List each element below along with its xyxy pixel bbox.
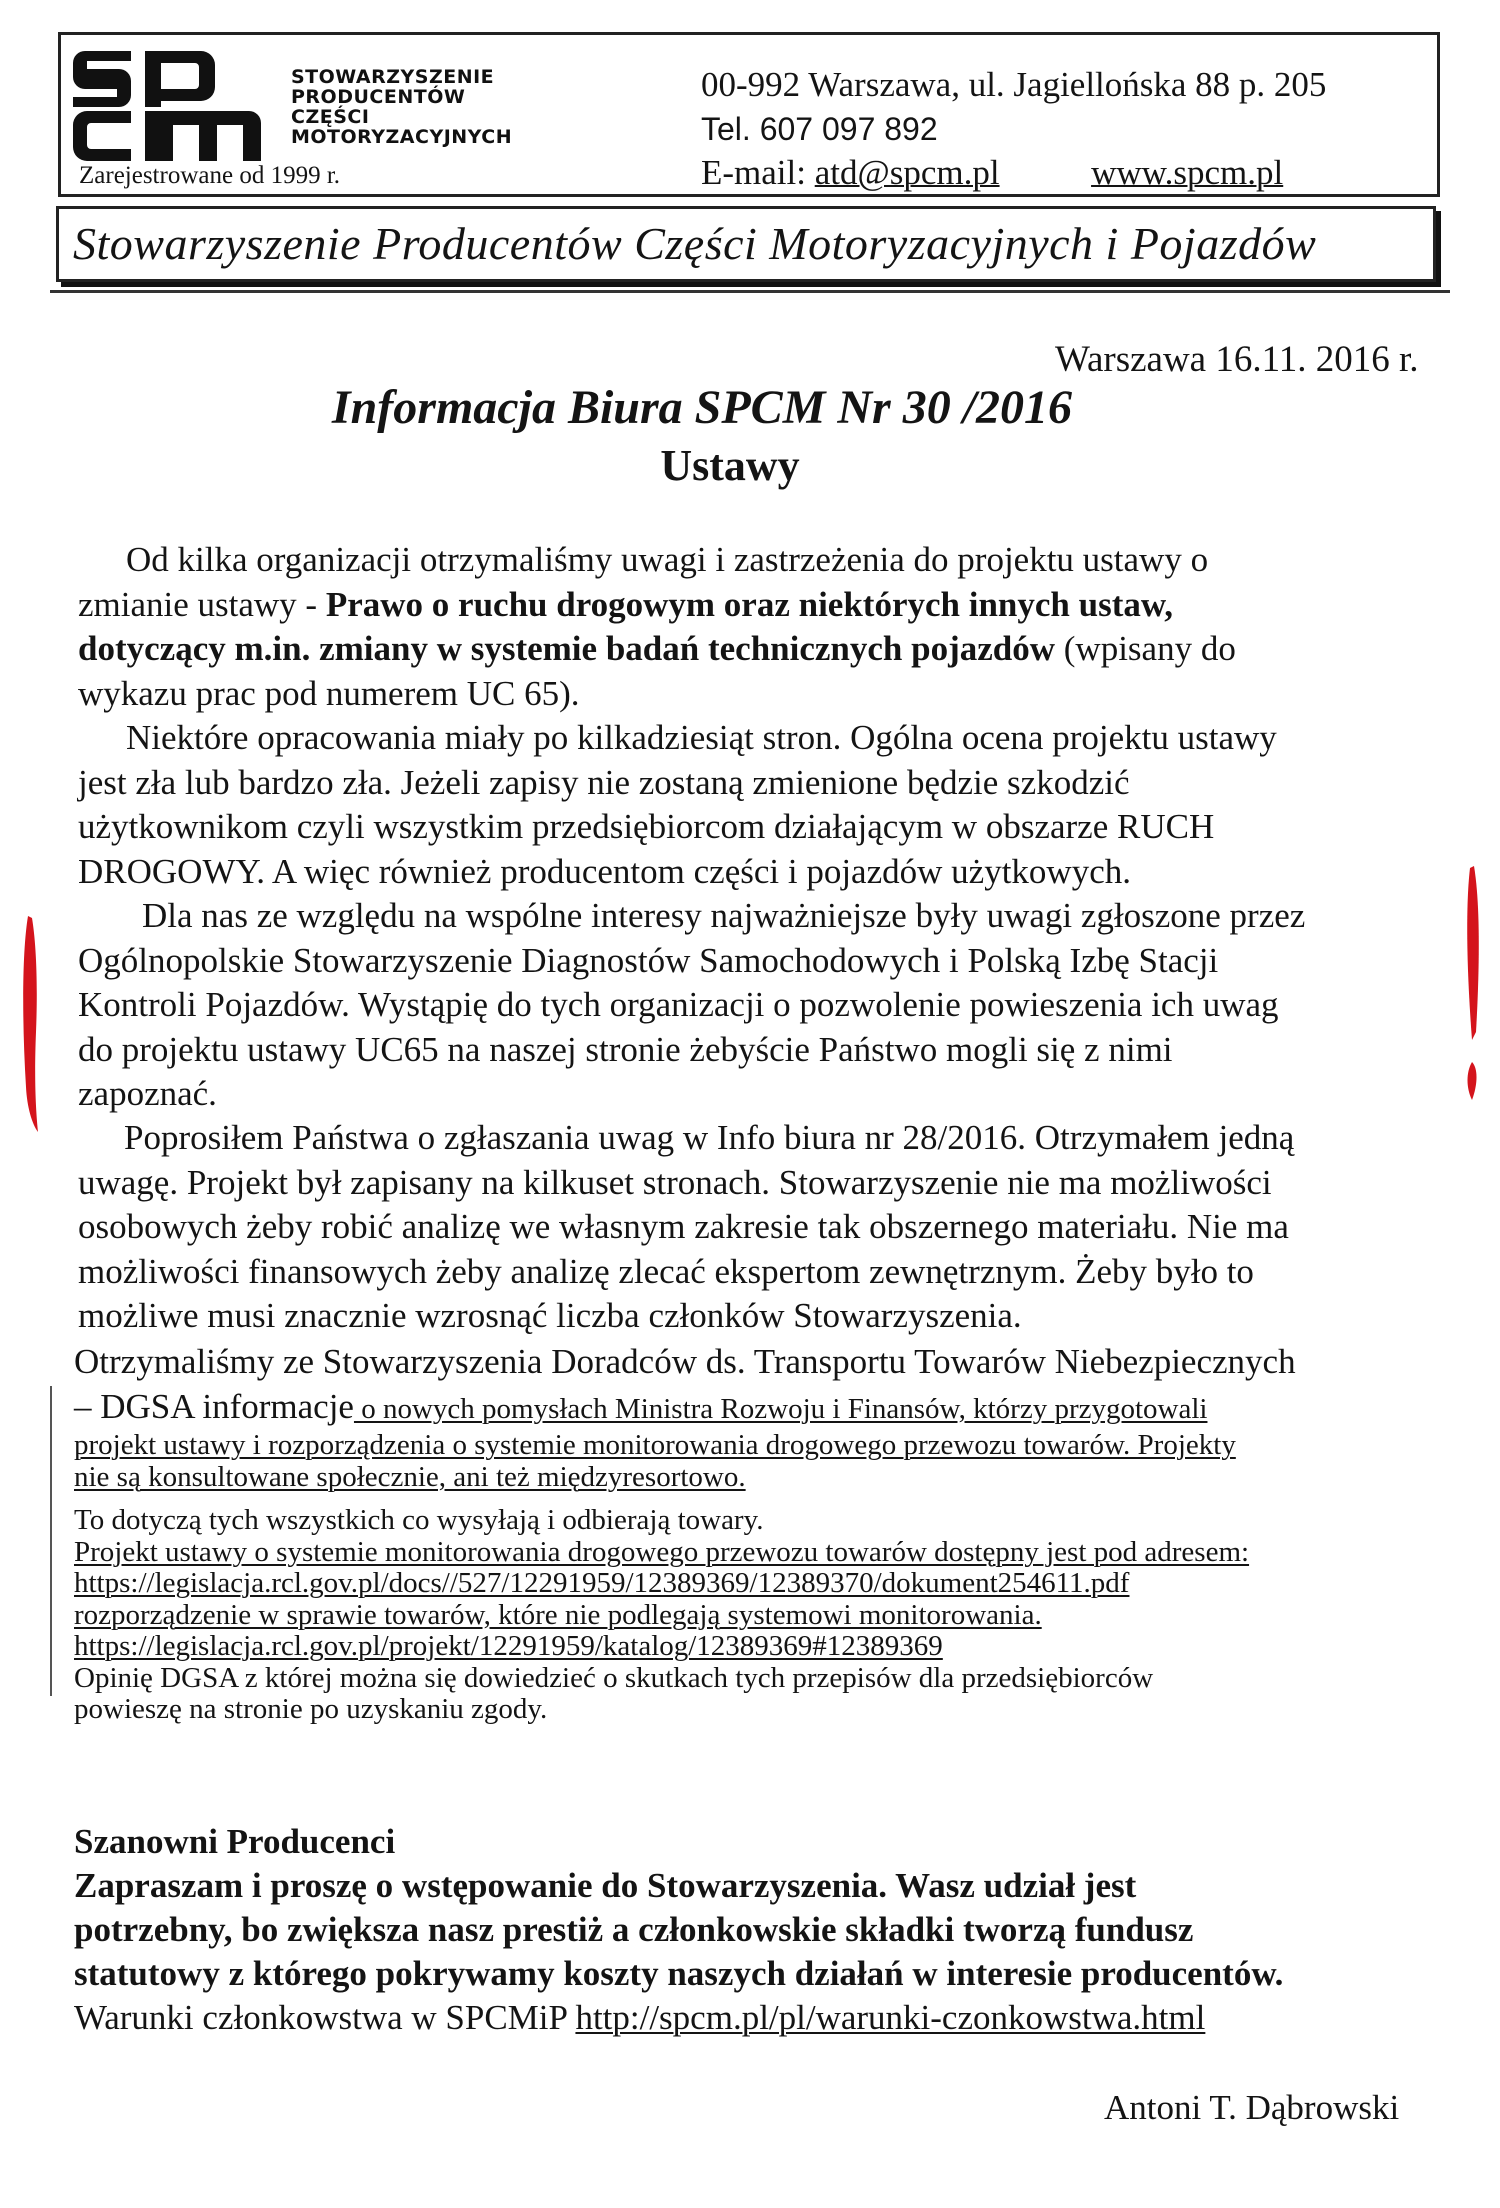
org-banner: [56, 206, 1436, 282]
text-line: Opinię DGSA z której można się dowiedzieć o skutkach tych przepisów dla przedsiębiorców: [74, 1661, 1154, 1694]
text-line: do projektu ustawy UC65 na naszej stronie żebyście Państwo mogli się z nimi: [78, 1029, 1173, 1069]
bold-phrase: Prawo o ruchu drogowym oraz niektórych innych ustaw,: [325, 584, 1173, 624]
paragraph-5: [74, 1340, 1454, 1431]
address: 00-992 Warszawa, ul. Jagiellońska 88 p. 205: [701, 65, 1327, 104]
text-line: statutowy z którego pokrywamy koszty naszych działań w interesie producentów.: [74, 1954, 1284, 1993]
text-line: potrzebny, bo zwiększa nasz prestiż a członkowskie składki tworzą fundusz: [74, 1910, 1194, 1949]
greeting: Szanowni Producenci: [74, 1822, 396, 1861]
logo-org-name: [291, 67, 512, 147]
text-line: wykazu prac pod numerem UC 65).: [78, 673, 580, 713]
paragraph-3: [78, 894, 1458, 1117]
text-line: osobowych żeby robić analizę we własnym zakresie tak obszernego materiału. Nie ma: [78, 1207, 1289, 1246]
text-line: – DGSA informacje o nowych pomysłach Ministra Rozwoju i Finansów, którzy przygotowali: [74, 1386, 1208, 1426]
text-line: DROGOWY. A więc również producentom części i pojazdów użytkowych.: [78, 851, 1131, 891]
document-date: Warszawa 16.11. 2016 r.: [1055, 339, 1419, 380]
text-line: Zapraszam i proszę o wstępowanie do Stowarzyszenia. Wasz udział jest: [74, 1866, 1137, 1905]
text-line: Otrzymaliśmy ze Stowarzyszenia Doradców ds. Transportu Towarów Niebezpiecznych: [74, 1342, 1296, 1381]
text-line: Poprosiłem Państwa o zgłaszania uwag w Info biura nr 28/2016. Otrzymałem jedną: [124, 1118, 1295, 1157]
text-line: zmianie ustawy - Prawo o ruchu drogowym oraz niektórych innych ustaw,: [78, 584, 1173, 624]
text-line: możliwości finansowych żeby analizę zlecać ekspertom zewnętrznym. Żeby było to: [78, 1251, 1254, 1291]
paragraph-5-cont: [74, 1430, 1454, 1493]
text-line: Od kilka organizacji otrzymaliśmy uwagi i zastrzeżenia do projektu ustawy o: [126, 540, 1209, 579]
red-margin-mark: [1450, 862, 1490, 1107]
text-line: nie są konsultowane społecznie, ani też międzyresortowo.: [74, 1460, 746, 1493]
text-line: Dla nas ze względu na wspólne interesy najważniejsze były uwagi zgłoszone przez: [142, 896, 1306, 935]
text-line: Warunki członkowstwa w SPCMiP http://spcm.pl/pl/warunki-czonkowstwa.html: [74, 1998, 1206, 2037]
regulation-link[interactable]: https://legislacja.rcl.gov.pl/projekt/12291959/katalog/12389369#12389369: [74, 1630, 943, 1662]
paragraph-1: [78, 538, 1458, 716]
logo-line: STOWARZYSZENIE: [291, 66, 495, 88]
membership-link[interactable]: http://spcm.pl/pl/warunki-czonkowstwa.html: [575, 1998, 1206, 2037]
text-line: [74, 1568, 1454, 1600]
text-line: zapoznać.: [78, 1074, 217, 1113]
paragraph-2: [78, 716, 1458, 894]
logo-line: CZĘŚCI: [291, 106, 370, 128]
logo: [71, 47, 631, 167]
letterhead: [58, 32, 1440, 197]
text-line: jest zła lub bardzo zła. Jeżeli zapisy nie zostaną zmienione będzie szkodzić: [78, 762, 1130, 802]
text-line: powieszę na stronie po uzyskaniu zgody.: [74, 1693, 548, 1725]
contact-block: [701, 63, 1326, 195]
text-line: projekt ustawy i rozporządzenia o systemie monitorowania drogowego przewozu towarów. Projekty: [74, 1429, 1236, 1461]
text-line: rozporządzenie w sprawie towarów, które nie podlegają systemowi monitorowania.: [74, 1598, 1042, 1631]
logo-line: PRODUCENTÓW: [291, 86, 466, 108]
text-line: możliwe musi znacznie wzrosnąć liczba członków Stowarzyszenia.: [78, 1296, 1022, 1335]
paragraph-4: [78, 1116, 1458, 1339]
text-line: użytkownikom czyli wszystkim przedsiębiorcom działającym w obszarze RUCH: [78, 807, 1215, 846]
registered-since: Zarejestrowane od 1999 r.: [79, 162, 341, 189]
text-line: Niektóre opracowania miały po kilkadziesiąt stron. Ogólna ocena projektu ustawy: [126, 718, 1277, 757]
document-title: [0, 380, 1500, 435]
text-line: Ogólnopolskie Stowarzyszenie Diagnostów Samochodowych i Polską Izbę Stacji: [78, 940, 1219, 980]
subtitle-text: Ustawy: [660, 441, 800, 490]
text-line: uwagę. Projekt był zapisany na kilkuset stronach. Stowarzyszenie nie ma możliwości: [78, 1162, 1272, 1202]
email-label: E-mail:: [701, 153, 806, 192]
margin-bar: [50, 1386, 52, 1696]
header-divider: [50, 290, 1450, 293]
law-draft-link[interactable]: https://legislacja.rcl.gov.pl/docs//527/12291959/12389369/12389370/dokument254611.pdf: [74, 1567, 1130, 1599]
title-text: Informacja Biura SPCM Nr 30 /2016: [331, 381, 1073, 434]
phone: Tel. 607 097 892: [701, 111, 938, 147]
email-link[interactable]: atd@spcm.pl: [814, 153, 1000, 192]
text-line: To dotyczą tych wszystkich co wysyłają i odbierają towary.: [74, 1504, 764, 1536]
banner-text: Stowarzyszenie Producentów Części Motoryzacyjnych i Pojazdów: [73, 218, 1317, 269]
bold-phrase: dotyczący m.in. zmiany w systemie badań technicznych pojazdów: [78, 629, 1056, 668]
text-line: Projekt ustawy o systemie monitorowania drogowego przewozu towarów dostępny jest pod adresem:: [74, 1535, 1250, 1568]
logo-line: MOTORYZACYJNYCH: [291, 126, 513, 148]
text-line: Kontroli Pojazdów. Wystąpię do tych organizacji o pozwolenie powieszenia ich uwag: [78, 985, 1279, 1024]
website-link[interactable]: www.spcm.pl: [1091, 153, 1284, 192]
document-subtitle: [0, 440, 1500, 491]
red-margin-mark: [10, 912, 50, 1137]
closing-section: [74, 1820, 1474, 2040]
text-line: [74, 1631, 1454, 1663]
paragraph-6: [74, 1505, 1454, 1726]
email-line: [701, 151, 1326, 195]
text-line: dotyczący m.in. zmiany w systemie badań technicznych pojazdów (wpisany do: [78, 629, 1236, 668]
signature: Antoni T. Dąbrowski: [1104, 2088, 1400, 2127]
